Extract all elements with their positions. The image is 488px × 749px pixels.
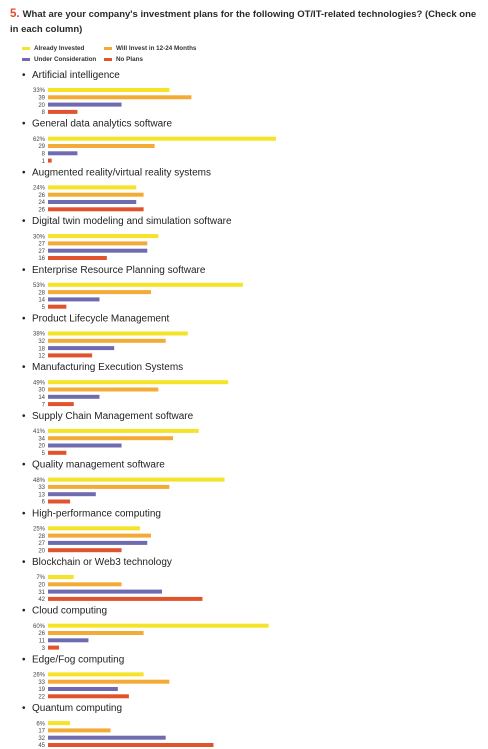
bar-blockchain-or-web3-technology-already-invested	[48, 575, 74, 579]
bar-quality-management-software-no-plans	[48, 500, 70, 504]
value-label-artificial-intelligence-already-invested: 33%	[32, 88, 45, 95]
category-label-quantum-computing: Quantum computing	[32, 703, 123, 715]
bar-enterprise-resource-planning-software-no-plans	[48, 305, 66, 309]
bar-digital-twin-modeling-and-simulation-software-under-consideration	[48, 249, 147, 253]
bar-quantum-computing-will-invest-in-12-24-months	[48, 728, 111, 732]
bar-quantum-computing-already-invested	[48, 721, 70, 725]
category-label-quality-management-software: Quality management software	[32, 459, 165, 471]
bar-general-data-analytics-software-will-invest-in-12-24-months	[48, 144, 155, 148]
category-bullet-icon: •	[22, 216, 26, 228]
value-label-augmented-reality-virtual-reality-systems-no-plans: 26	[38, 207, 45, 214]
bar-cloud-computing-no-plans	[48, 646, 59, 650]
value-label-enterprise-resource-planning-software-will-invest-in-12-24-months: 28	[38, 290, 45, 297]
value-label-high-performance-computing-already-invested: 25%	[32, 526, 45, 533]
bar-digital-twin-modeling-and-simulation-software-already-invested	[48, 234, 158, 238]
category-label-product-lifecycle-management: Product Lifecycle Management	[32, 313, 170, 325]
value-label-quantum-computing-no-plans: 45	[38, 743, 45, 749]
value-label-product-lifecycle-management-will-invest-in-12-24-months: 32	[38, 339, 45, 345]
bar-augmented-reality-virtual-reality-systems-already-invested	[48, 185, 136, 189]
value-label-artificial-intelligence-will-invest-in-12-24-months: 39	[38, 95, 45, 102]
bar-general-data-analytics-software-under-consideration	[48, 151, 77, 155]
value-label-supply-chain-management-software-no-plans: 5	[41, 451, 45, 457]
value-label-digital-twin-modeling-and-simulation-software-no-plans: 16	[38, 256, 45, 263]
value-label-enterprise-resource-planning-software-under-consideration: 14	[38, 297, 45, 304]
value-label-enterprise-resource-planning-software-no-plans: 5	[41, 304, 45, 311]
bar-artificial-intelligence-will-invest-in-12-24-months	[48, 95, 191, 99]
bar-high-performance-computing-will-invest-in-12-24-months	[48, 534, 151, 538]
value-label-cloud-computing-under-consideration: 11	[38, 638, 45, 645]
category-bullet-icon: •	[22, 605, 26, 617]
category-label-digital-twin-modeling-and-simulation-software: Digital twin modeling and simulation software	[32, 216, 232, 228]
bar-high-performance-computing-under-consideration	[48, 541, 147, 545]
category-label-augmented-reality-virtual-reality-systems: Augmented reality/virtual reality systems	[32, 167, 211, 179]
value-label-quality-management-software-under-consideration: 13	[38, 492, 45, 499]
value-label-product-lifecycle-management-under-consideration: 18	[38, 346, 45, 353]
bar-enterprise-resource-planning-software-will-invest-in-12-24-months	[48, 290, 151, 294]
bar-blockchain-or-web3-technology-no-plans	[48, 597, 202, 601]
value-label-edge-fog-computing-no-plans: 22	[38, 694, 45, 701]
value-label-quantum-computing-will-invest-in-12-24-months: 17	[38, 728, 45, 735]
bar-edge-fog-computing-already-invested	[48, 672, 144, 676]
bar-manufacturing-execution-systems-already-invested	[48, 380, 228, 384]
value-label-quantum-computing-already-invested: 6%	[36, 721, 45, 728]
bar-edge-fog-computing-will-invest-in-12-24-months	[48, 680, 169, 684]
question-text: What are your company's investment plans for the following OT/IT-related technologies? (Check one in each column)	[10, 9, 477, 35]
category-label-general-data-analytics-software: General data analytics software	[32, 118, 173, 130]
value-label-general-data-analytics-software-already-invested: 62%	[32, 136, 45, 143]
bar-general-data-analytics-software-no-plans	[48, 159, 52, 163]
category-bullet-icon: •	[22, 557, 26, 568]
value-label-enterprise-resource-planning-software-already-invested: 53%	[32, 283, 45, 289]
value-label-blockchain-or-web3-technology-no-plans: 42	[38, 597, 45, 604]
value-label-augmented-reality-virtual-reality-systems-under-consideration: 24	[38, 200, 45, 207]
category-bullet-icon: •	[22, 118, 26, 130]
category-bullet-icon: •	[22, 167, 26, 179]
bar-artificial-intelligence-no-plans	[48, 110, 77, 114]
legend-label-under-consideration: Under Consideration	[34, 56, 97, 63]
value-label-quantum-computing-under-consideration: 32	[38, 735, 45, 742]
bar-quality-management-software-under-consideration	[48, 492, 96, 496]
category-bullet-icon: •	[22, 70, 26, 81]
category-bullet-icon: •	[22, 654, 26, 666]
bar-augmented-reality-virtual-reality-systems-under-consideration	[48, 200, 136, 204]
bar-digital-twin-modeling-and-simulation-software-no-plans	[48, 256, 107, 260]
category-label-blockchain-or-web3-technology: Blockchain or Web3 technology	[32, 557, 172, 568]
value-label-general-data-analytics-software-under-consideration: 8	[41, 151, 45, 158]
bar-augmented-reality-virtual-reality-systems-no-plans	[48, 207, 144, 211]
value-label-blockchain-or-web3-technology-under-consideration: 31	[38, 589, 45, 596]
bar-enterprise-resource-planning-software-under-consideration	[48, 297, 99, 301]
category-label-enterprise-resource-planning-software: Enterprise Resource Planning software	[32, 264, 206, 276]
legend-label-already-invested: Already Invested	[34, 45, 85, 52]
bar-product-lifecycle-management-already-invested	[48, 332, 188, 336]
legend-label-no-plans: No Plans	[116, 56, 143, 63]
bar-artificial-intelligence-already-invested	[48, 88, 169, 92]
bar-artificial-intelligence-under-consideration	[48, 103, 122, 107]
bar-cloud-computing-already-invested	[48, 624, 269, 628]
value-label-quality-management-software-already-invested: 48%	[32, 477, 45, 484]
value-label-high-performance-computing-under-consideration: 27	[38, 541, 45, 548]
bar-edge-fog-computing-under-consideration	[48, 687, 118, 691]
value-label-quality-management-software-will-invest-in-12-24-months: 33	[38, 485, 45, 492]
category-bullet-icon: •	[22, 459, 26, 471]
bar-enterprise-resource-planning-software-already-invested	[48, 283, 243, 287]
bar-cloud-computing-will-invest-in-12-24-months	[48, 631, 144, 635]
value-label-product-lifecycle-management-no-plans: 12	[38, 353, 45, 360]
category-bullet-icon: •	[22, 362, 26, 374]
value-label-high-performance-computing-no-plans: 20	[38, 548, 45, 555]
category-bullet-icon: •	[22, 508, 26, 520]
category-label-supply-chain-management-software: Supply Chain Management software	[32, 410, 194, 422]
question-number: 5.	[10, 8, 20, 20]
value-label-manufacturing-execution-systems-already-invested: 49%	[32, 380, 45, 387]
category-bullet-icon: •	[22, 264, 26, 276]
bar-quality-management-software-will-invest-in-12-24-months	[48, 485, 169, 489]
category-label-manufacturing-execution-systems: Manufacturing Execution Systems	[32, 362, 184, 374]
value-label-blockchain-or-web3-technology-will-invest-in-12-24-months: 20	[38, 582, 45, 589]
bar-product-lifecycle-management-will-invest-in-12-24-months	[48, 339, 166, 343]
value-label-digital-twin-modeling-and-simulation-software-under-consideration: 27	[38, 248, 45, 255]
bar-supply-chain-management-software-under-consideration	[48, 444, 122, 448]
category-label-high-performance-computing: High-performance computing	[32, 508, 161, 520]
value-label-digital-twin-modeling-and-simulation-software-already-invested: 30%	[32, 234, 45, 241]
value-label-manufacturing-execution-systems-under-consideration: 14	[38, 395, 45, 401]
bar-quantum-computing-under-consideration	[48, 736, 166, 740]
bar-supply-chain-management-software-already-invested	[48, 429, 199, 433]
value-label-edge-fog-computing-under-consideration: 19	[38, 687, 45, 694]
bar-manufacturing-execution-systems-no-plans	[48, 402, 74, 406]
value-label-quality-management-software-no-plans: 6	[41, 499, 45, 506]
bar-supply-chain-management-software-no-plans	[48, 451, 66, 455]
value-label-cloud-computing-already-invested: 60%	[32, 623, 45, 630]
bar-edge-fog-computing-no-plans	[48, 694, 129, 698]
value-label-edge-fog-computing-already-invested: 26%	[32, 672, 45, 679]
bar-manufacturing-execution-systems-under-consideration	[48, 395, 99, 399]
value-label-artificial-intelligence-no-plans: 8	[41, 110, 45, 117]
bar-high-performance-computing-no-plans	[48, 548, 122, 552]
value-label-cloud-computing-will-invest-in-12-24-months: 26	[38, 631, 45, 638]
bar-quantum-computing-no-plans	[48, 743, 213, 747]
category-label-cloud-computing: Cloud computing	[32, 605, 108, 617]
value-label-high-performance-computing-will-invest-in-12-24-months: 28	[38, 533, 45, 540]
bar-blockchain-or-web3-technology-under-consideration	[48, 590, 162, 594]
bar-product-lifecycle-management-no-plans	[48, 353, 92, 357]
bar-product-lifecycle-management-under-consideration	[48, 346, 114, 350]
bar-quality-management-software-already-invested	[48, 478, 225, 482]
category-bullet-icon: •	[22, 410, 26, 422]
value-label-supply-chain-management-software-under-consideration: 20	[38, 443, 45, 450]
value-label-artificial-intelligence-under-consideration: 20	[38, 102, 45, 109]
value-label-general-data-analytics-software-will-invest-in-12-24-months: 29	[38, 144, 45, 151]
value-label-product-lifecycle-management-already-invested: 38%	[32, 331, 45, 338]
value-label-augmented-reality-virtual-reality-systems-already-invested: 24%	[32, 185, 45, 192]
value-label-cloud-computing-no-plans: 3	[41, 645, 45, 652]
value-label-digital-twin-modeling-and-simulation-software-will-invest-in-12-24-months: 27	[38, 241, 45, 248]
bar-high-performance-computing-already-invested	[48, 526, 140, 530]
category-bullet-icon: •	[22, 703, 26, 715]
bar-supply-chain-management-software-will-invest-in-12-24-months	[48, 436, 173, 440]
bar-cloud-computing-under-consideration	[48, 638, 88, 642]
value-label-edge-fog-computing-will-invest-in-12-24-months: 33	[38, 679, 45, 686]
value-label-manufacturing-execution-systems-no-plans: 7	[41, 402, 45, 409]
value-label-blockchain-or-web3-technology-already-invested: 7%	[36, 575, 45, 582]
bar-general-data-analytics-software-already-invested	[48, 137, 276, 141]
value-label-general-data-analytics-software-no-plans: 1	[41, 158, 45, 165]
value-label-manufacturing-execution-systems-will-invest-in-12-24-months: 30	[38, 387, 45, 394]
category-label-artificial-intelligence: Artificial intelligence	[32, 70, 120, 81]
bar-augmented-reality-virtual-reality-systems-will-invest-in-12-24-months	[48, 193, 144, 197]
bar-blockchain-or-web3-technology-will-invest-in-12-24-months	[48, 582, 122, 586]
bar-manufacturing-execution-systems-will-invest-in-12-24-months	[48, 388, 158, 392]
category-label-edge-fog-computing: Edge/Fog computing	[32, 654, 125, 666]
legend-label-will-invest: Will Invest in 12-24 Months	[116, 45, 197, 52]
value-label-supply-chain-management-software-will-invest-in-12-24-months: 34	[38, 436, 45, 443]
value-label-supply-chain-management-software-already-invested: 41%	[32, 429, 45, 436]
category-bullet-icon: •	[22, 313, 26, 325]
bar-digital-twin-modeling-and-simulation-software-will-invest-in-12-24-months	[48, 241, 147, 245]
value-label-augmented-reality-virtual-reality-systems-will-invest-in-12-24-months: 26	[38, 192, 45, 199]
